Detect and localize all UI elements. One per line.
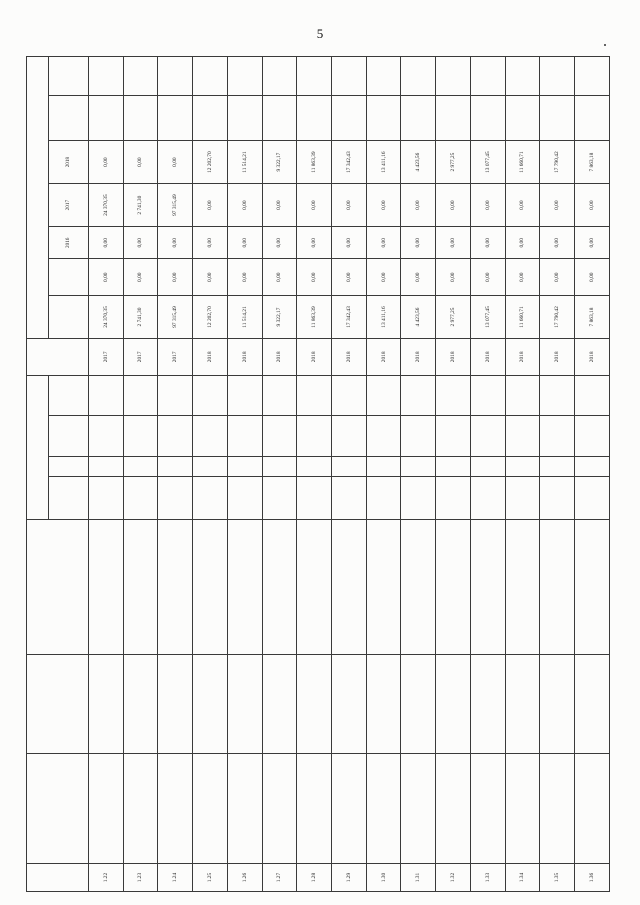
row-start-year: 2018 (227, 339, 262, 376)
table-row (470, 57, 505, 892)
row-share (366, 57, 401, 96)
row-name (123, 754, 158, 864)
table-row (227, 57, 262, 892)
row-indicator-before (332, 416, 367, 457)
col-header-2017: 2017 (49, 184, 89, 227)
row-remaining (436, 95, 471, 140)
row-name (436, 754, 471, 864)
row-name (89, 754, 124, 864)
row-indicator-before (227, 416, 262, 457)
row-indicator-unit (227, 457, 262, 476)
row-funding-2017: 0,00 (505, 184, 540, 227)
row-justification (505, 655, 540, 754)
row-number: 1.28 (297, 864, 332, 892)
row-funding-source: 0,00 (366, 259, 401, 296)
row-indicator-after (366, 375, 401, 416)
row-funding-source: 0,00 (123, 259, 158, 296)
col-header-address (27, 519, 89, 655)
row-total-funding: 4 423,56 (401, 296, 436, 339)
row-total-funding: 11 863,39 (297, 296, 332, 339)
row-total-funding: 12 202,70 (193, 296, 228, 339)
row-justification (123, 655, 158, 754)
row-funding-2017: 0,00 (227, 184, 262, 227)
row-name (575, 754, 610, 864)
row-total-funding: 97 315,49 (158, 296, 193, 339)
row-share (193, 57, 228, 96)
row-total-funding: 2 741,30 (123, 296, 158, 339)
table-row (158, 57, 193, 892)
row-start-year: 2018 (193, 339, 228, 376)
row-indicator-unit (262, 457, 297, 476)
row-funding-2016: 0,00 (436, 227, 471, 259)
row-indicator-before (123, 416, 158, 457)
row-name (262, 754, 297, 864)
row-indicator-before (540, 416, 575, 457)
row-number: 1.27 (262, 864, 297, 892)
row-funding-source: 0,00 (332, 259, 367, 296)
row-total-funding: 7 863,18 (575, 296, 610, 339)
row-name (505, 754, 540, 864)
table-row (505, 57, 540, 892)
row-remaining (505, 95, 540, 140)
row-share (332, 57, 367, 96)
row-number: 1.31 (401, 864, 436, 892)
row-funding-2016: 0,00 (158, 227, 193, 259)
row-share (505, 57, 540, 96)
col-header-ind-unit (49, 457, 89, 476)
row-justification (366, 655, 401, 754)
row-number: 1.32 (436, 864, 471, 892)
row-share (470, 57, 505, 96)
row-justification (436, 655, 471, 754)
row-justification (401, 655, 436, 754)
row-indicator-before (89, 416, 124, 457)
row-indicator-name (158, 476, 193, 519)
row-indicator-after (470, 375, 505, 416)
row-remaining (332, 95, 367, 140)
table-row (540, 57, 575, 892)
row-funding-2017: 0,00 (332, 184, 367, 227)
row-start-year: 2018 (575, 339, 610, 376)
row-address (505, 519, 540, 655)
row-start-year: 2017 (89, 339, 124, 376)
col-header-funding-group (27, 57, 49, 339)
row-funding-2018: 9 322,17 (262, 141, 297, 184)
row-address (297, 519, 332, 655)
row-funding-2016: 0,00 (575, 227, 610, 259)
row-share (227, 57, 262, 96)
table-row (297, 57, 332, 892)
row-start-year: 2017 (123, 339, 158, 376)
row-justification (332, 655, 367, 754)
row-start-year: 2018 (540, 339, 575, 376)
row-justification (89, 655, 124, 754)
row-address (366, 519, 401, 655)
table-body (89, 57, 610, 892)
row-share (89, 57, 124, 96)
row-indicator-unit (540, 457, 575, 476)
row-start-year: 2017 (158, 339, 193, 376)
col-header-year-start (27, 339, 89, 376)
row-start-year: 2018 (297, 339, 332, 376)
row-indicator-name (575, 476, 610, 519)
row-address (262, 519, 297, 655)
row-indicator-unit (89, 457, 124, 476)
table-row (123, 57, 158, 892)
row-indicator-after (123, 375, 158, 416)
row-funding-source: 0,00 (262, 259, 297, 296)
row-indicator-before (297, 416, 332, 457)
row-indicator-after (575, 375, 610, 416)
page-number: 5 (316, 26, 324, 41)
row-funding-source: 0,00 (297, 259, 332, 296)
row-total-funding: 9 322,17 (262, 296, 297, 339)
table-row (575, 57, 610, 892)
row-funding-2016: 0,00 (505, 227, 540, 259)
row-justification (158, 655, 193, 754)
row-indicator-after (436, 375, 471, 416)
row-total-funding: 13 411,16 (366, 296, 401, 339)
row-funding-source: 0,00 (227, 259, 262, 296)
row-funding-2016: 0,00 (227, 227, 262, 259)
row-number: 1.33 (470, 864, 505, 892)
row-number: 1.35 (540, 864, 575, 892)
col-header-indicators-group (27, 375, 49, 519)
row-share (123, 57, 158, 96)
row-indicator-name (89, 476, 124, 519)
row-start-year: 2018 (332, 339, 367, 376)
row-justification (540, 655, 575, 754)
row-share (540, 57, 575, 96)
row-remaining (366, 95, 401, 140)
row-remaining (297, 95, 332, 140)
investment-program-table (26, 56, 610, 892)
row-name (366, 754, 401, 864)
row-justification (193, 655, 228, 754)
row-indicator-unit (505, 457, 540, 476)
row-number: 1.25 (193, 864, 228, 892)
row-funding-2017: 97 315,49 (158, 184, 193, 227)
row-number: 1.22 (89, 864, 124, 892)
row-funding-2016: 0,00 (123, 227, 158, 259)
row-indicator-unit (332, 457, 367, 476)
row-remaining (470, 95, 505, 140)
row-number: 1.23 (123, 864, 158, 892)
row-justification (470, 655, 505, 754)
row-number: 1.24 (158, 864, 193, 892)
row-address (227, 519, 262, 655)
row-funding-2018: 11 514,21 (227, 141, 262, 184)
row-funding-2018: 11 863,39 (297, 141, 332, 184)
row-funding-2018: 0,00 (158, 141, 193, 184)
scan-speck (604, 44, 606, 46)
col-header-ind-name (49, 476, 89, 519)
row-indicator-unit (470, 457, 505, 476)
row-indicator-name (505, 476, 540, 519)
row-name (332, 754, 367, 864)
row-indicator-after (401, 375, 436, 416)
row-indicator-before (401, 416, 436, 457)
row-funding-source: 0,00 (575, 259, 610, 296)
col-header-2018: 2018 (49, 141, 89, 184)
row-name (540, 754, 575, 864)
row-name (401, 754, 436, 864)
row-start-year: 2018 (262, 339, 297, 376)
row-funding-2017: 0,00 (401, 184, 436, 227)
row-funding-2016: 0,00 (540, 227, 575, 259)
row-indicator-before (193, 416, 228, 457)
row-justification (297, 655, 332, 754)
row-total-funding: 17 790,42 (540, 296, 575, 339)
row-total-funding: 11 660,71 (505, 296, 540, 339)
row-funding-2018: 17 342,43 (332, 141, 367, 184)
row-indicator-after (193, 375, 228, 416)
row-indicator-name (366, 476, 401, 519)
row-funding-2018: 13 077,45 (470, 141, 505, 184)
row-remaining (123, 95, 158, 140)
row-indicator-name (470, 476, 505, 519)
row-indicator-before (575, 416, 610, 457)
col-header-fund-total (49, 296, 89, 339)
row-remaining (89, 95, 124, 140)
row-funding-2018: 17 790,42 (540, 141, 575, 184)
row-funding-2018: 13 411,16 (366, 141, 401, 184)
col-header-ind-after (49, 375, 89, 416)
table-row (366, 57, 401, 892)
row-address (193, 519, 228, 655)
row-number: 1.29 (332, 864, 367, 892)
row-remaining (227, 95, 262, 140)
row-funding-source: 0,00 (540, 259, 575, 296)
row-funding-2017: 0,00 (366, 184, 401, 227)
row-number: 1.34 (505, 864, 540, 892)
row-funding-source: 0,00 (401, 259, 436, 296)
row-funding-2016: 0,00 (470, 227, 505, 259)
row-funding-source: 0,00 (436, 259, 471, 296)
row-indicator-after (297, 375, 332, 416)
row-funding-2016: 0,00 (193, 227, 228, 259)
row-funding-2016: 0,00 (332, 227, 367, 259)
row-indicator-name (540, 476, 575, 519)
col-header-fund-note (49, 259, 89, 296)
row-share (158, 57, 193, 96)
row-indicator-unit (158, 457, 193, 476)
row-number: 1.30 (366, 864, 401, 892)
row-remaining (193, 95, 228, 140)
row-remaining (575, 95, 610, 140)
row-funding-source: 0,00 (193, 259, 228, 296)
row-funding-2017: 0,00 (470, 184, 505, 227)
row-justification (575, 655, 610, 754)
row-remaining (401, 95, 436, 140)
row-indicator-after (262, 375, 297, 416)
col-header-ind-before (49, 416, 89, 457)
row-share (436, 57, 471, 96)
row-number: 1.36 (575, 864, 610, 892)
row-indicator-name (297, 476, 332, 519)
row-indicator-after (89, 375, 124, 416)
row-remaining (540, 95, 575, 140)
row-name (193, 754, 228, 864)
row-share (401, 57, 436, 96)
row-address (436, 519, 471, 655)
row-address (332, 519, 367, 655)
row-share (297, 57, 332, 96)
row-total-funding: 2 977,25 (436, 296, 471, 339)
row-funding-source: 0,00 (505, 259, 540, 296)
row-start-year: 2018 (366, 339, 401, 376)
row-funding-2017: 0,00 (193, 184, 228, 227)
row-funding-2016: 0,00 (366, 227, 401, 259)
row-indicator-unit (436, 457, 471, 476)
row-address (401, 519, 436, 655)
col-header-justification (27, 655, 89, 754)
row-indicator-name (123, 476, 158, 519)
row-total-funding: 13 077,45 (470, 296, 505, 339)
row-funding-2017: 0,00 (575, 184, 610, 227)
row-funding-2018: 12 202,70 (193, 141, 228, 184)
row-indicator-after (332, 375, 367, 416)
table-row (332, 57, 367, 892)
row-funding-2017: 0,00 (540, 184, 575, 227)
row-funding-2018: 4 423,56 (401, 141, 436, 184)
row-remaining (262, 95, 297, 140)
row-funding-source: 0,00 (158, 259, 193, 296)
row-share (262, 57, 297, 96)
row-indicator-before (505, 416, 540, 457)
row-start-year: 2018 (470, 339, 505, 376)
row-indicator-before (262, 416, 297, 457)
row-name (297, 754, 332, 864)
row-indicator-after (540, 375, 575, 416)
row-indicator-before (470, 416, 505, 457)
row-indicator-unit (401, 457, 436, 476)
row-share (575, 57, 610, 96)
row-address (89, 519, 124, 655)
row-indicator-unit (193, 457, 228, 476)
row-funding-2016: 0,00 (89, 227, 124, 259)
table-row (401, 57, 436, 892)
row-indicator-name (332, 476, 367, 519)
row-indicator-after (505, 375, 540, 416)
row-address (123, 519, 158, 655)
table-row (89, 57, 124, 892)
row-funding-2018: 7 863,18 (575, 141, 610, 184)
row-total-funding: 11 514,21 (227, 296, 262, 339)
col-header-2016: 2016 (49, 227, 89, 259)
row-indicator-name (262, 476, 297, 519)
row-indicator-unit (575, 457, 610, 476)
row-indicator-name (193, 476, 228, 519)
row-funding-source: 0,00 (470, 259, 505, 296)
row-address (158, 519, 193, 655)
row-indicator-unit (297, 457, 332, 476)
row-address (540, 519, 575, 655)
row-name (227, 754, 262, 864)
row-start-year: 2018 (436, 339, 471, 376)
row-indicator-name (436, 476, 471, 519)
row-address (470, 519, 505, 655)
col-header-share (49, 57, 89, 96)
row-justification (262, 655, 297, 754)
col-header-name (27, 754, 89, 864)
row-indicator-before (366, 416, 401, 457)
col-header-no (27, 864, 89, 892)
row-funding-2018: 0,00 (123, 141, 158, 184)
table-row (262, 57, 297, 892)
row-indicator-unit (123, 457, 158, 476)
row-funding-2016: 0,00 (297, 227, 332, 259)
row-funding-2016: 0,00 (401, 227, 436, 259)
row-funding-2018: 0,00 (89, 141, 124, 184)
row-indicator-name (227, 476, 262, 519)
row-indicator-before (158, 416, 193, 457)
row-indicator-name (401, 476, 436, 519)
row-start-year: 2018 (401, 339, 436, 376)
row-start-year: 2018 (505, 339, 540, 376)
row-address (575, 519, 610, 655)
row-indicator-after (227, 375, 262, 416)
row-funding-source: 0,00 (89, 259, 124, 296)
row-funding-2017: 0,00 (262, 184, 297, 227)
row-funding-2017: 0,00 (297, 184, 332, 227)
row-remaining (158, 95, 193, 140)
row-name (158, 754, 193, 864)
row-funding-2018: 2 977,25 (436, 141, 471, 184)
col-header-remaining (49, 95, 89, 140)
rotated-sheet-frame (26, 56, 610, 892)
row-funding-2018: 11 660,71 (505, 141, 540, 184)
row-funding-2017: 24 370,35 (89, 184, 124, 227)
table-row (193, 57, 228, 892)
rotated-sheet (26, 56, 610, 892)
row-indicator-before (436, 416, 471, 457)
row-justification (227, 655, 262, 754)
row-funding-2017: 2 741,30 (123, 184, 158, 227)
row-number: 1.26 (227, 864, 262, 892)
row-funding-2016: 0,00 (262, 227, 297, 259)
row-indicator-after (158, 375, 193, 416)
row-total-funding: 24 370,35 (89, 296, 124, 339)
row-name (470, 754, 505, 864)
row-funding-2017: 0,00 (436, 184, 471, 227)
row-indicator-unit (366, 457, 401, 476)
table-row (436, 57, 471, 892)
row-total-funding: 17 342,43 (332, 296, 367, 339)
